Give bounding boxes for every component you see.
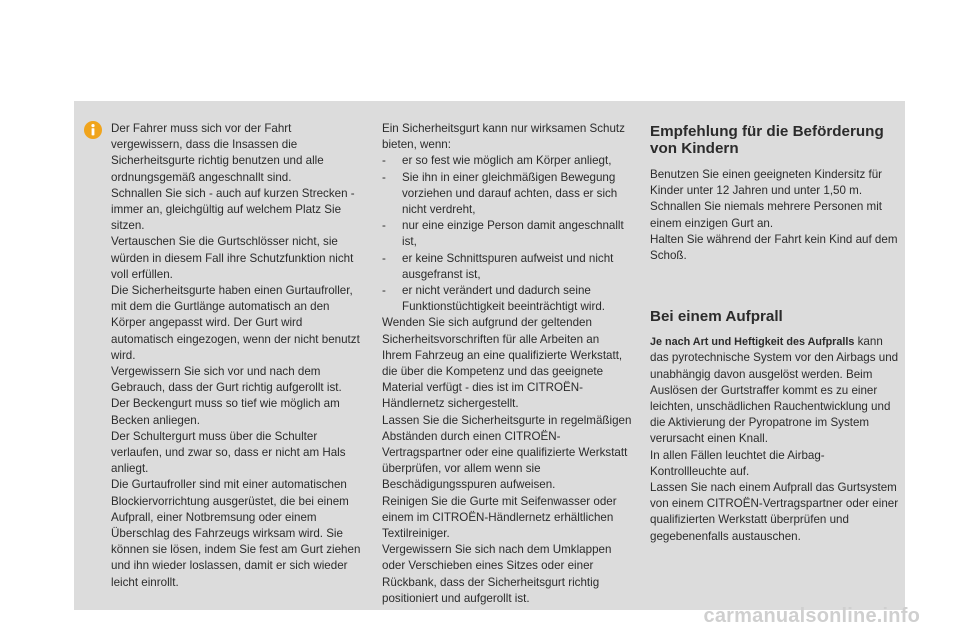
paragraph: Halten Sie während der Fahrt kein Kind auf dem Schoß. [650,232,898,263]
info-icon [84,121,102,139]
paragraph: Lassen Sie die Sicherheitsgurte in regelmäßigen Abständen durch einen CITROËN-Vertragspartner oder eine qualifizierte Werkstatt überprüfen, vor allem wenn sie Beschädigungsspuren aufweisen. [382,413,632,492]
paragraph: Wenden Sie sich aufgrund der geltenden Sicherheitsvorschriften für alle Arbeiten an Ihrem Fahrzeug an eine qualifizierte Werkstatt, die über die Kompetenz und das geeignete Material verfügt - dies ist im CITROËN-Händlernetz sichergestellt. [382,316,623,411]
paragraph: Vergewissern Sie sich nach dem Umklappen oder Verschieben eines Sitzes oder einer Rückbank, dass der Sicherheitsgurt richtig positioniert und aufgerollt ist. [382,543,612,605]
column-seatbelt-conditions [382,121,632,607]
condition-list [382,153,632,315]
paragraph: Lassen Sie nach einem Aufprall das Gurtsystem von einem CITROËN-Vertragspartner oder einer qualifizierten Werkstatt überprüfen und gegebenenfalls austauschen. [650,481,899,543]
impact-paragraph [650,334,900,447]
watermark: carmanualsonline.info [703,605,920,627]
list-item: - er so fest wie möglich am Körper anliegt, [382,153,632,169]
paragraph: Die Gurtaufroller sind mit einer automatischen Blockiervorrichtung ausgerüstet, die bei einem Aufprall, einer Notbremsung oder einem Überschlag des Fahrzeugs wirksam wird. Sie können sie lösen, indem Sie fest am Gurt ziehen und ihn wieder loslassen, damit er sich wieder leicht einrollt. [111,478,361,589]
paragraph: Der Beckengurt muss so tief wie möglich am Becken anliegen. [111,397,340,427]
paragraph: Der Fahrer muss sich vor der Fahrt vergewissern, dass die Insassen die Sicherheitsgurte richtig benutzen und alle ordnungsgemäß angeschnallt sind. [111,122,324,184]
list-item: - er keine Schnittspuren aufweist und nicht ausgefranst ist, [382,251,632,283]
paragraph: Benutzen Sie einen geeigneten Kindersitz für Kinder unter 12 Jahren und unter 1,50 m. [650,168,883,198]
intro-text: Ein Sicherheitsgurt kann nur wirksamen Schutz bieten, wenn: [382,122,625,152]
paragraph: Die Sicherheitsgurte haben einen Gurtaufroller, mit dem die Gurtlänge automatisch an den Körper angepasst wird. Der Gurt wird automatisch eingezogen, wenn der nicht benutzt wird. [111,284,360,362]
list-item: - Sie ihn in einer gleichmäßigen Bewegung vorziehen und darauf achten, dass er sich nicht verdreht, [382,170,632,219]
heading-impact: Bei einem Aufprall [650,308,783,326]
lead-text: Je nach Art und Heftigkeit des Aufpralls [650,336,855,349]
column-seatbelt-usage [111,121,361,591]
paragraph: Schnallen Sie sich - auch auf kurzen Strecken - immer an, gleichgültig auf welchem Platz Sie sitzen. [111,186,355,233]
paragraph: Schnallen Sie niemals mehrere Personen mit einem einzigen Gurt an. [650,200,882,230]
paragraph: Vergewissern Sie sich vor und nach dem Gebrauch, dass der Gurt richtig aufgerollt ist. [111,365,342,395]
list-item: - er nicht verändert und dadurch seine Funktionstüchtigkeit beeinträchtigt wird. [382,283,632,315]
list-item: - nur eine einzige Person damit angeschnallt ist, [382,218,632,250]
paragraph: Reinigen Sie die Gurte mit Seifenwasser oder einem im CITROËN-Händlernetz erhältlichen Textilreiniger. [382,494,617,541]
heading-children: Empfehlung für die Beförderung von Kindern [650,123,884,157]
column-children-and-impact [650,121,900,545]
impact-text: kann das pyrotechnische System vor den Airbags und unabhängig davon ausgelöst werden. Beim Auslösen der Gurtstraffer kommt es zu einer leichten, unschädlichen Rauchentwicklung und die Aktivierung der Pyropatrone im System verursacht einen Knall. [650,335,899,446]
paragraph: In allen Fällen leuchtet die Airbag-Kontrollleuchte auf. [650,448,825,478]
paragraph: Der Schultergurt muss über die Schulter verlaufen, und zwar so, dass er nicht am Hals anliegt. [111,429,346,476]
paragraph: Vertauschen Sie die Gurtschlösser nicht, sie würden in diesem Fall ihre Schutzfunktion nicht voll erfüllen. [111,235,354,281]
